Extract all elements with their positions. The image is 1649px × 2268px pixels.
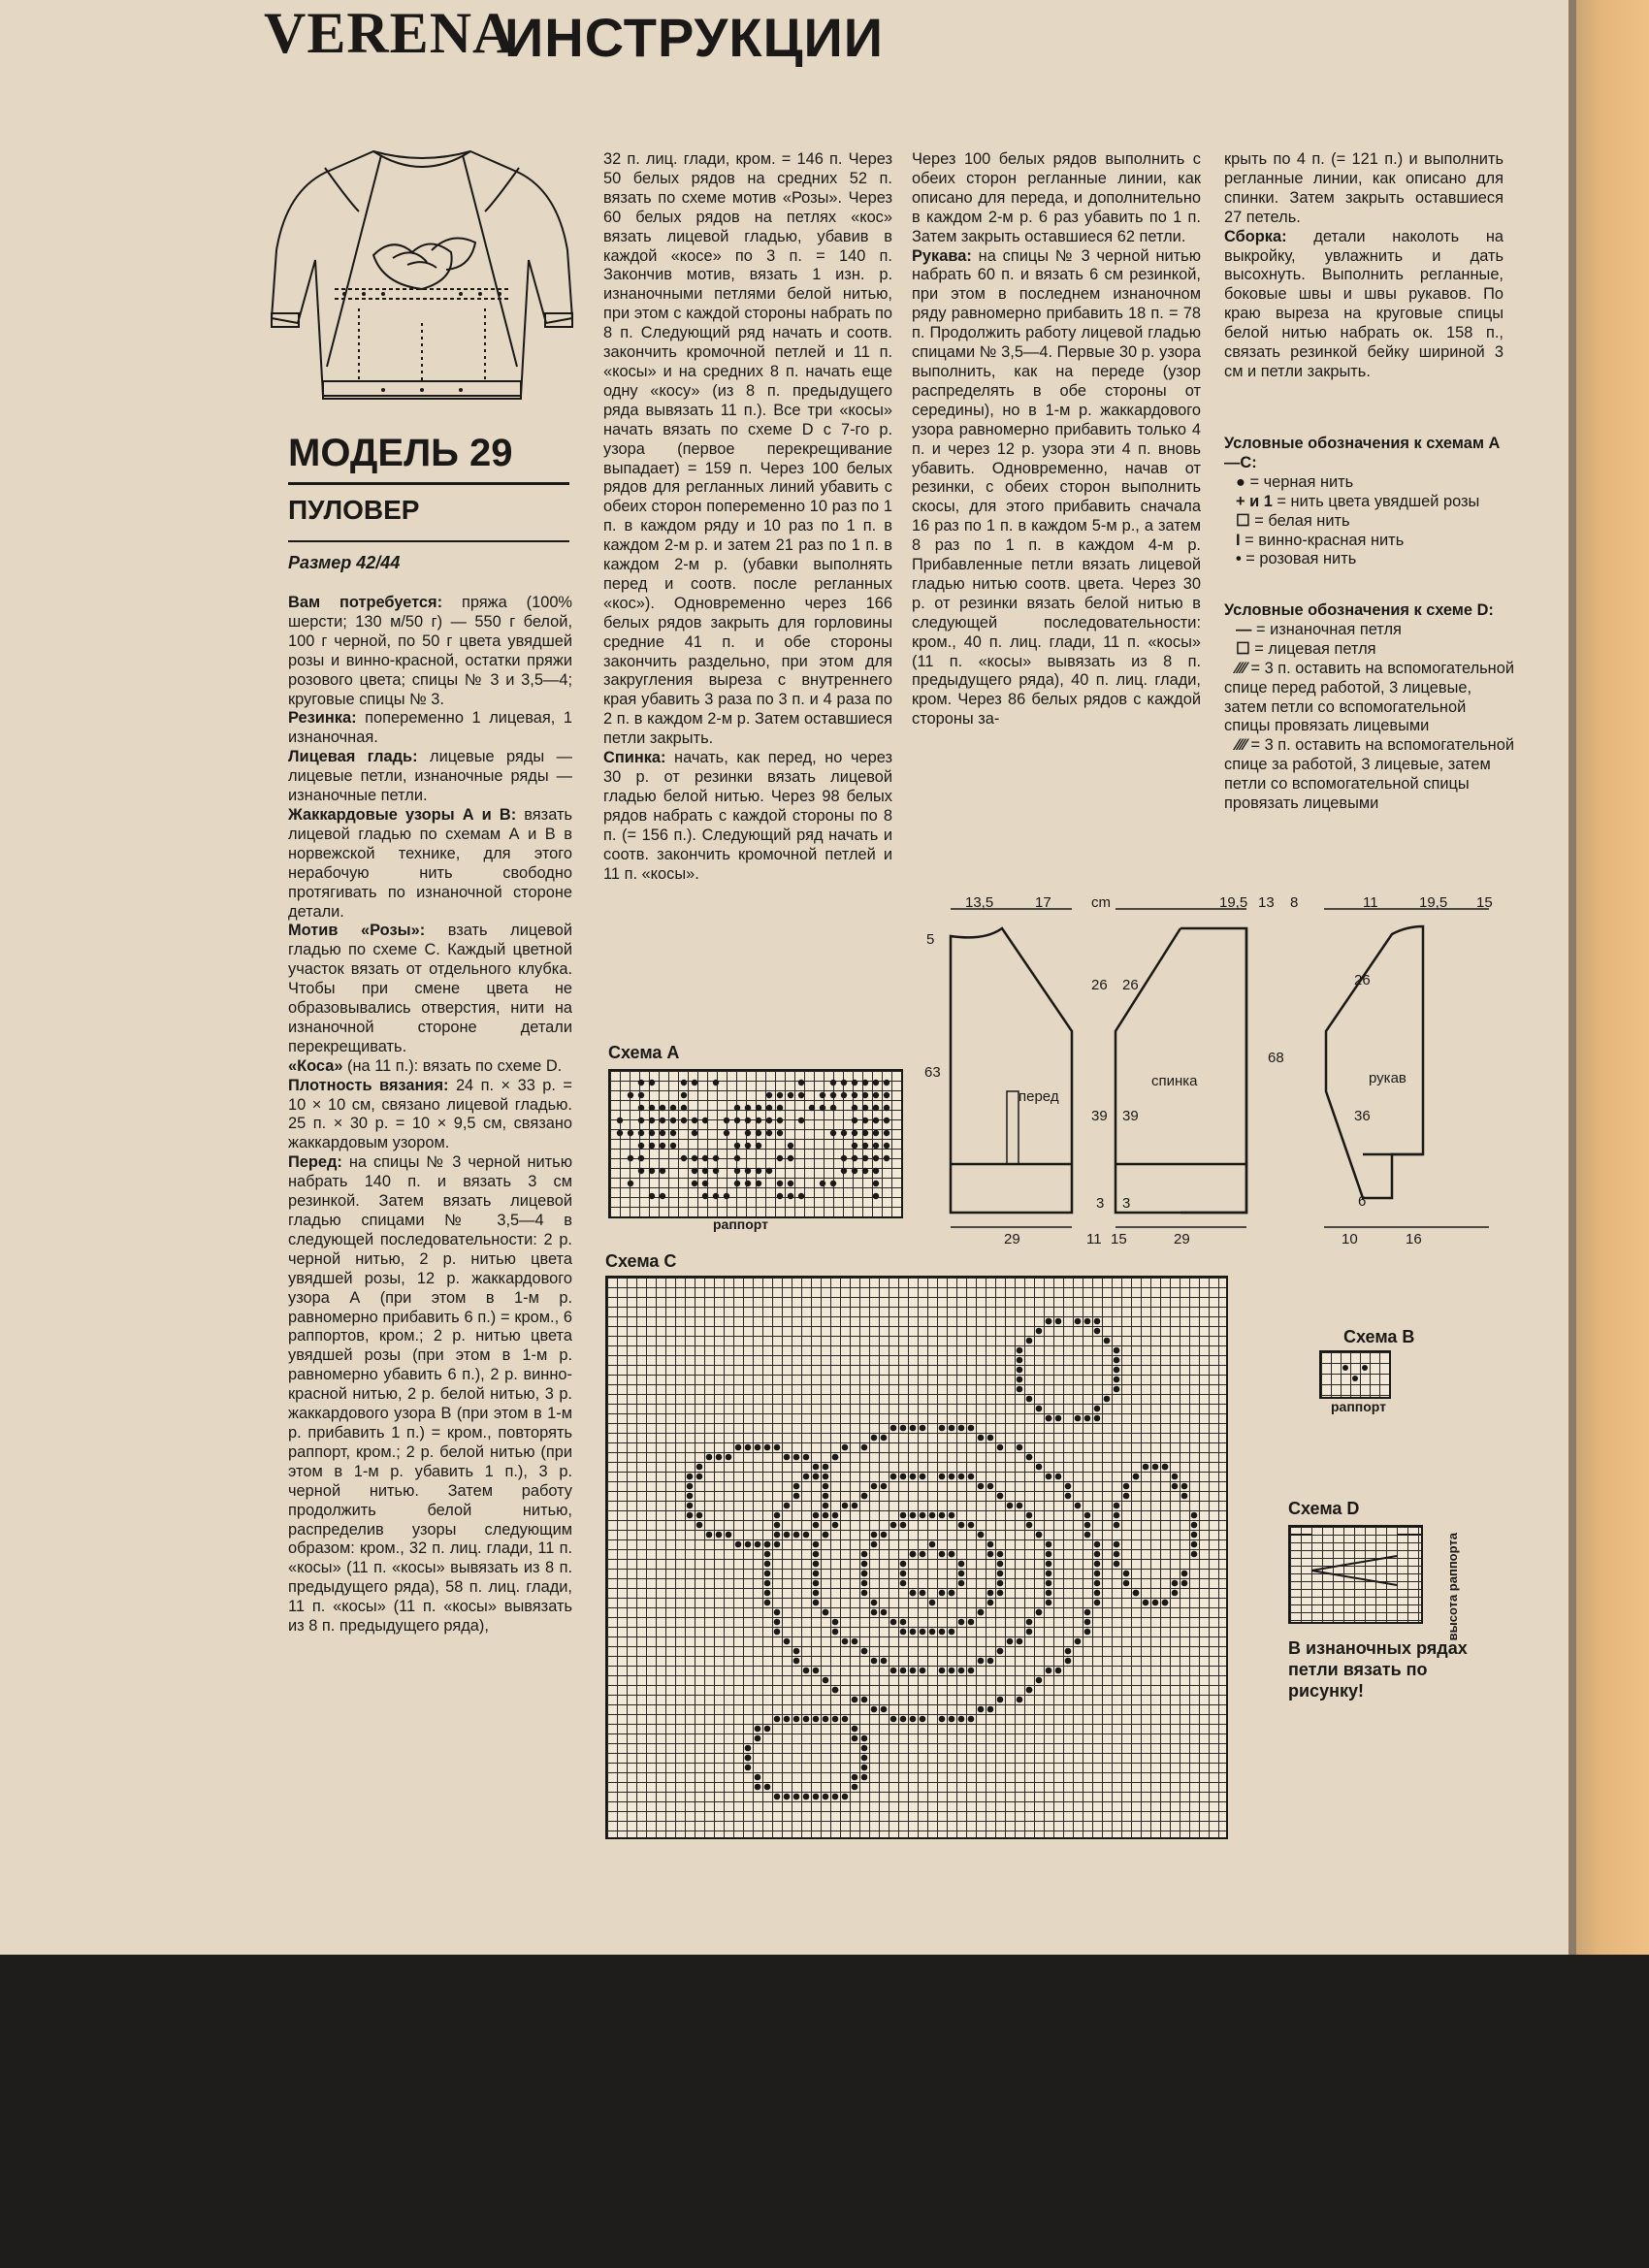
sleeve-right-2: 36 — [1354, 1108, 1371, 1124]
legend-text: = черная нить — [1245, 472, 1354, 491]
col3-paragraph — [912, 247, 1201, 730]
title-rule — [288, 482, 569, 485]
schema-d-note: В изнаночных рядах петли вязать по рисунку! — [1288, 1638, 1468, 1701]
paragraph-text: на спицы № 3 черной нитью набрать 140 п. и вязать 3 см резинкой. Затем вязать лицевой гладью спицами № 3,5—4 в следующей последовательности: 2 р. черной нитью, 2 р. нитью цвета увядшей розы, 12 р. жаккардового узора А (при этом в 1-м р. равномерно прибавить 6 п.) = кром., 6 раппортов, кром.; 2 р. нитью цвета увядшей розы (при этом в 1-м р. равномерно убавить 6 п.), 2 р. винно-красной нитью, 2 р. белой нитью, 3 р. жаккардового узора В (при этом в 1-м р. прибавить 1 п.) = кром., повторять раппорт, кром.; 2 р. белой нитью (при этом в 1-м р. убавить 1 п.), 3 р. черной нитью. Затем работу продолжить белой нитью, распределив узоры следующим образом: кром., 32 п. лиц. глади, 11 п. «косы» (11 п. «косы» вывязать из 8 п. предыдущего ряда), 58 п. лиц. глади, 11 п. «косы» (11 п. «косы» вывязать из 8 п. предыдущего ряда), — [288, 1153, 572, 1636]
page-spine — [1568, 0, 1576, 1961]
back-right-1: 68 — [1268, 1050, 1284, 1066]
legend-symbol-icon: • — [1236, 550, 1242, 568]
front-left-1: 5 — [926, 931, 935, 948]
page-title: ИНСТРУКЦИИ — [504, 7, 884, 68]
front-right-2: 39 — [1091, 1108, 1108, 1124]
schema-d-title: Схема D — [1288, 1499, 1360, 1518]
scan-background — [0, 1955, 1649, 2268]
paragraph-text: 24 п. × 33 р. = 10 × 10 см, связано лицевой гладью. 25 п. × 30 р. = 10 × 9,5 см, связано жаккардовым узором. — [288, 1076, 573, 1152]
sleeve-right-1: 26 — [1354, 972, 1371, 988]
legend-symbol-icon: ☐ — [1236, 639, 1250, 658]
text-column-4 — [1224, 150, 1504, 382]
legend-ac — [1224, 435, 1515, 569]
front-left-2: 63 — [924, 1064, 941, 1081]
paragraph-text: взать лицевой гладью по схеме С. Каждый цветной участок вязать от отдельного клубка. Чтобы при смене цвета не образовывались отверстия, нити на изнаночной стороне детали перекрещивать. — [288, 922, 572, 1055]
schema-b-grid — [1319, 1350, 1391, 1399]
paragraph-label: Мотив «Розы»: — [288, 922, 426, 940]
back-bottom-1: 29 — [1174, 1231, 1190, 1247]
unit-label-1: cm — [1091, 897, 1111, 911]
schema-c-marks — [607, 1278, 1226, 1837]
col1-paragraph — [288, 1077, 572, 1154]
legend-ac-title: Условные обозначения к схемам А—С: — [1224, 435, 1501, 471]
back-top-3: 8 — [1290, 897, 1299, 911]
legend-item — [1224, 621, 1515, 640]
back-top-1: 19,5 — [1219, 897, 1248, 911]
col1-paragraph — [288, 922, 572, 1056]
schema-b-footer: раппорт — [1331, 1399, 1387, 1414]
col1-paragraph — [288, 594, 572, 709]
schema-d-side-label: высота раппорта — [1445, 1533, 1460, 1641]
legend-text: = нить цвета увядшей розы — [1272, 492, 1480, 510]
legend-text: = изнаночная петля — [1251, 620, 1402, 638]
paragraph-text: крыть по 4 п. (= 121 п.) и выполнить регланные линии, как описано для спинки. Затем закрыть оставшиеся 27 петель. — [1224, 150, 1504, 226]
sleeve-top-2: 19,5 — [1419, 897, 1448, 911]
back-left-1: 26 — [1122, 977, 1139, 993]
back-left-3: 3 — [1122, 1195, 1131, 1212]
legend-symbol-icon: ☐ — [1236, 511, 1250, 530]
legend-item — [1224, 512, 1515, 532]
back-piece-label: спинка — [1151, 1073, 1198, 1089]
legend-item — [1224, 736, 1515, 814]
paragraph-label: Плотность вязания: — [288, 1076, 449, 1094]
next-page-edge — [1576, 0, 1649, 1969]
size-line: Размер 42/44 — [288, 553, 401, 572]
paragraph-label: Сборка: — [1224, 227, 1287, 245]
schema-c-grid — [605, 1276, 1228, 1839]
schema-b-marks — [1321, 1352, 1389, 1397]
sweater-illustration-icon — [267, 144, 577, 435]
legend-symbol-icon: — — [1236, 620, 1252, 638]
col4-paragraph — [1224, 228, 1504, 382]
garment-rule — [288, 540, 569, 542]
col1-paragraph — [288, 709, 572, 748]
schema-d-grid — [1288, 1525, 1423, 1624]
paragraph-text: начать, как перед, но через 30 р. от резинки вязать лицевой гладью белой нитью. Через 98 белых рядов набрать с каждой стороны по 8 п. (= 156 п.). Следующий ряд начать и соотв. закончить кромочной петлей и 11 п. «косы». — [603, 749, 892, 883]
paragraph-label: Жаккардовые узоры А и В: — [288, 805, 517, 824]
schema-b-title: Схема В — [1343, 1327, 1415, 1346]
pattern-pieces-diagram — [907, 897, 1537, 1247]
legend-text: = винно-красная нить — [1240, 531, 1405, 549]
col1-paragraph — [288, 1153, 572, 1636]
front-right-1: 26 — [1091, 977, 1108, 993]
front-right-3: 3 — [1096, 1195, 1105, 1212]
legend-text: = белая нить — [1249, 511, 1350, 530]
legend-item — [1224, 660, 1515, 737]
sleeve-top-1: 11 — [1363, 897, 1378, 911]
legend-symbol-icon: ● — [1236, 472, 1245, 491]
paragraph-text: лицевые ряды — лицевые петли, изнаночные ряды — изнаночные петли. — [288, 748, 572, 805]
col4-paragraph — [1224, 150, 1504, 228]
legend-text: = лицевая петля — [1249, 639, 1376, 658]
back-top-2: 13 — [1258, 897, 1275, 911]
legend-d — [1224, 601, 1515, 814]
paragraph-text: попеременно 1 лицевая, 1 изнаночная. — [288, 709, 572, 747]
paragraph-text: вязать лицевой гладью по схемам А и В в норвежской технике, для этого нерабочую нить свободно протягивать по изнаночной стороне детали. — [288, 805, 572, 921]
sleeve-bottom-2: 16 — [1406, 1231, 1422, 1247]
paragraph-label: Вам потребуется: — [288, 594, 443, 611]
front-top-1: 13,5 — [965, 897, 994, 911]
back-bottom-2: 11 — [1086, 1231, 1102, 1247]
legend-item — [1224, 550, 1515, 569]
front-top-2: 17 — [1035, 897, 1051, 911]
text-column-1 — [288, 594, 572, 1636]
legend-text: = 3 п. оставить на вспомогательной спице за работой, 3 лицевые, затем петли со вспомогательной спицы провязать лицевыми — [1224, 736, 1515, 813]
sleeve-top-3: 15 — [1476, 897, 1493, 911]
back-left-2: 39 — [1122, 1108, 1139, 1124]
paragraph-text: детали наколоть на выкройку, увлажнить и дать высохнуть. Выполнить регланные, боковые швы и швы рукавов. По краю выреза на круговые спицы белой нитью набрать ок. 158 п., связать резинкой бейку шириной 3 см и петли закрыть. — [1224, 227, 1504, 380]
paragraph-label: Лицевая гладь: — [288, 748, 418, 766]
paragraph-label: Перед: — [288, 1153, 342, 1172]
paragraph-label: Спинка: — [603, 749, 666, 767]
legend-symbol-icon: + и 1 — [1236, 492, 1273, 510]
paragraph-text: (на 11 п.): вязать по схеме D. — [342, 1056, 563, 1075]
schema-c-title: Схема С — [605, 1251, 677, 1271]
paragraph-text: пряжа (100% шерсти; 130 м/50 г) — 550 г белой, 100 г черной, по 50 г цвета увядшей розы и винно-красной, остатки пряжи розового цвета; спицы № 3 и 3,5—4; круговые спицы № 3. — [288, 594, 573, 708]
schema-a-footer: раппорт — [713, 1216, 769, 1232]
col3-paragraph — [912, 150, 1201, 247]
legend-item — [1224, 640, 1515, 660]
schema-a-marks — [610, 1071, 901, 1216]
sleeve-right-3: 6 — [1358, 1193, 1367, 1210]
legend-symbol-icon: ⁄⁄⁄⁄ — [1236, 659, 1246, 677]
legend-item — [1224, 473, 1515, 493]
legend-symbol-icon: I — [1236, 531, 1241, 549]
paragraph-label: Рукава: — [912, 246, 972, 265]
paragraph-text: на спицы № 3 черной нитью набрать 60 п. и вязать 6 см резинкой, при этом в последнем изнаночном ряду равномерно прибавить 18 п. = 78 п. Продолжить работу лицевой гладью спицами № 3,5—4. Первые 30 р. узора выполнить, как на переде (узор распределять в обе стороны от середины), но в 1-м р. жаккардового узора равномерно прибавить только 4 п. и через 12 р. узора эти 4 п. вновь убавить. Одновременно, начав от резинки, с обеих сторон выполнить скосы, для этого прибавить сначала 16 раз по 1 п. в каждом 5-м р., а затем 8 раз по 1 п. в каждом 4-м р. Прибавленные петли вязать лицевой гладью нитью соотв. цвета. Через 30 р. от резинки вязать белой нитью в следующей последовательности: кром., 40 п. лиц. глади, 11 п. «косы» (11 п. «косы» вывязать из 8 п. предыдущего ряда), 40 п. лиц. глади, кром. Через 86 белых рядов с каждой стороны за- — [912, 246, 1201, 729]
paragraph-text: Через 100 белых рядов выполнить с обеих сторон регланные линии, как описано для переда, и дополнительно в каждом 2-м р. 6 раз убавить по 1 п. Затем закрыть оставшиеся 62 петли. — [912, 150, 1201, 245]
sleeve-bottom-1: 10 — [1342, 1231, 1358, 1247]
paragraph-text: 32 п. лиц. глади, кром. = 146 п. Через 50 белых рядов на средних 52 п. вязать по схеме мотив «Розы». Через 60 белых рядов на петлях «кос» вязать лицевой гладью, убавив в каждой «косе» по 3 п. = 140 п. Закончив мотив, вязать 1 изн. р. изнаночными петлями белой нитью, при этом с каждой стороны набрать по 8 п. Следующий ряд начать и соотв. закончить кромочной петлей и 11 п. «косы» и на средних 8 п. начать еще одну «косу» (из 8 п. предыдущего ряда вывязать 11 п.). Все три «косы» начать вязать по схеме D с 7-го р. узора (первое перекрещивание выпадает) = 159 п. Через 100 белых рядов для регланных линий убавить с обеих сторон попеременно 10 раз по 1 п. в каждом ряду и 10 раз по 1 п. в каждом 2-м р. и затем 21 раз по 1 п. в каждом 2-м р. (убавки выполнять перед и соотв. после регланных «кос»). Одновременно через 166 белых рядов закрыть для горловины средние 41 п. и обе стороны закончить раздельно, при этом для закругления выреза с внутреннего края убавить 3 раза по 3 п. и 4 раза по 2 п. в каждом 2-м р. Затем оставшиеся петли закрыть. — [603, 150, 892, 748]
garment-name: ПУЛОВЕР — [288, 495, 420, 525]
model-title: МОДЕЛЬ 29 — [288, 432, 513, 474]
paragraph-label: «Коса» — [288, 1056, 343, 1075]
col1-paragraph — [288, 806, 572, 922]
sleeve-piece-label: рукав — [1369, 1070, 1406, 1086]
text-column-3 — [912, 150, 1201, 729]
schema-d-marks — [1290, 1527, 1421, 1622]
schema-a-grid — [608, 1069, 903, 1218]
col2-paragraph — [603, 749, 892, 884]
legend-item — [1224, 532, 1515, 551]
col2-paragraph — [603, 150, 892, 749]
col1-paragraph — [288, 748, 572, 806]
paragraph-label: Резинка: — [288, 709, 357, 728]
legend-text: = 3 п. оставить на вспомогательной спице перед работой, 3 лицевые, затем петли со вспомогательной спицы провязать лицевыми — [1224, 659, 1515, 735]
text-column-2 — [603, 150, 892, 884]
legend-text: = розовая нить — [1241, 550, 1357, 568]
legend-item — [1224, 493, 1515, 512]
schema-a-title: Схема А — [608, 1043, 680, 1062]
col1-paragraph — [288, 1057, 572, 1077]
back-bottom-3: 15 — [1111, 1231, 1127, 1247]
brand-logo: VERENA — [264, 1, 516, 65]
legend-d-title: Условные обозначения к схеме D: — [1224, 601, 1494, 619]
legend-symbol-icon: ⁄⁄⁄⁄ — [1236, 736, 1246, 755]
front-bottom-1: 29 — [1004, 1231, 1020, 1247]
front-piece-label: перед — [1018, 1088, 1059, 1105]
